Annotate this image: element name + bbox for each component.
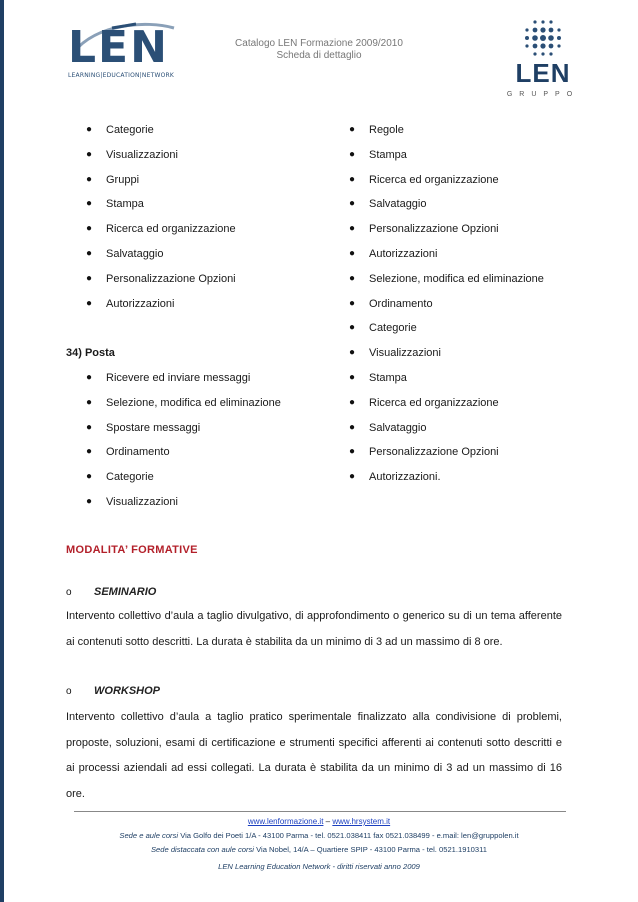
list-item: ● Categorie — [86, 121, 336, 146]
footer-copyright: LEN Learning Education Network - diritti riservati anno 2009 — [218, 862, 420, 871]
logo-right-subtitle: GRUPPO — [506, 91, 580, 98]
list-item: ● Ricerca ed organizzazione — [349, 394, 609, 419]
header-title-line1: Catalogo LEN Formazione 2009/2010 — [235, 38, 403, 49]
logo-right-wordmark: LEN — [515, 58, 571, 88]
list-item: ● Stampa — [86, 195, 336, 220]
list-item: ● Ordinamento — [86, 443, 336, 468]
len-gruppo-logo — [505, 18, 581, 100]
bullet-icon: ● — [86, 198, 93, 210]
bullet-icon: ● — [86, 124, 93, 135]
footer-link-lenformazione[interactable]: www.lenformazione.it — [247, 817, 324, 826]
list-item: ● Personalizzazione Opzioni — [349, 443, 609, 468]
bullet-icon: ● — [349, 148, 356, 160]
footer-address-branch — [0, 845, 638, 854]
header-title-line2: Scheda di dettaglio — [276, 50, 362, 61]
list-item: ● Gruppi — [86, 171, 336, 196]
section-title-modalita: MODALITA’ FORMATIVE — [66, 544, 198, 556]
footer-address-branch-label: Sede distaccata con aule corsi — [150, 845, 254, 854]
bullet-icon: ● — [86, 272, 93, 284]
list-item: ● Stampa — [349, 146, 609, 171]
bullet-icon: ● — [349, 347, 356, 359]
footer-address-branch-text: Via Nobel, 14/A – Quartiere SPIP - 43100 Parma - tel. 0521.1910311 — [253, 845, 488, 854]
footer-links — [0, 817, 638, 826]
list-spacer — [86, 319, 336, 344]
bullet-icon: ● — [86, 223, 93, 235]
list-item: ● Spostare messaggi — [86, 419, 336, 444]
bullet-icon: ● — [349, 223, 356, 235]
list-item: ● Selezione, modifica ed eliminazione — [86, 394, 336, 419]
footer-divider — [74, 811, 566, 812]
list-item: ● Autorizzazioni. — [349, 468, 609, 493]
list-item: ● Autorizzazioni — [86, 295, 336, 320]
bullet-icon: ● — [86, 396, 93, 408]
circle-bullet-icon: o — [66, 686, 72, 697]
option-workshop — [66, 685, 160, 697]
logo-left-tagline: LEARNING|EDUCATION|NETWORK — [68, 72, 175, 79]
bullet-icon: ● — [349, 446, 356, 458]
option-name: SEMINARIO — [94, 586, 157, 598]
bullet-icon: ● — [349, 471, 356, 483]
list-item: ● Visualizzazioni — [349, 344, 609, 369]
seminario-description: Intervento collettivo d’aula a taglio divulgativo, di approfondimento o generico su di un tema afferente ai contenuti sotto descritti. La durata è stabilita da un minimo di 3 ad un massimo di 8 ore. — [66, 610, 562, 648]
left-column-list — [66, 121, 336, 518]
bullet-icon: ● — [86, 471, 93, 483]
right-column-list — [349, 121, 609, 493]
list-item: ● Selezione, modifica ed eliminazione — [349, 270, 609, 295]
list-item: ● Ricevere ed inviare messaggi — [86, 369, 336, 394]
page-left-border — [0, 0, 4, 902]
bullet-icon: ● — [349, 371, 356, 383]
bullet-icon: ● — [349, 272, 356, 284]
list-item: ● Visualizzazioni — [86, 146, 336, 171]
bullet-icon: ● — [349, 247, 356, 259]
logo-left-wordmark: LEN — [68, 22, 169, 73]
list-item: ● Salvataggio — [86, 245, 336, 270]
list-item: ● Ricerca ed organizzazione — [349, 171, 609, 196]
bullet-icon: ● — [86, 371, 93, 383]
bullet-icon: ● — [86, 297, 93, 309]
list-item: ● Categorie — [349, 319, 609, 344]
list-item: ● Regole — [349, 121, 609, 146]
footer-address-main-label: Sede e aule corsi — [119, 831, 179, 840]
section-heading-posta: 34) Posta — [66, 347, 115, 360]
bullet-icon: ● — [349, 173, 356, 185]
bullet-icon: ● — [86, 495, 93, 507]
circle-bullet-icon: o — [66, 587, 72, 598]
list-item: ● Visualizzazioni — [86, 493, 336, 518]
bullet-icon: ● — [349, 198, 356, 210]
list-item: ● Stampa — [349, 369, 609, 394]
list-item: ● Salvataggio — [349, 195, 609, 220]
list-item: ● Categorie — [86, 468, 336, 493]
option-name: WORKSHOP — [94, 685, 160, 697]
workshop-description: Intervento collettivo d’aula a taglio pratico sperimentale finalizzato alla condivisione di problemi, proposte, soluzioni, esami di certificazione e strumenti specifici afferenti ai contenuti sotto descritti e ai processi aziendali ad essi collegati. La durata è stabilita da un minimo di 3 ad un massimo di 16 ore. — [66, 711, 562, 800]
footer-address-main — [0, 831, 638, 840]
bullet-icon: ● — [86, 148, 93, 160]
footer-link-separator: – — [323, 817, 333, 826]
list-item: ● Personalizzazione Opzioni — [86, 270, 336, 295]
footer-link-hrsystem[interactable]: www.hrsystem.it — [332, 817, 391, 826]
bullet-icon: ● — [86, 173, 93, 185]
bullet-icon: ● — [86, 247, 93, 259]
list-item: ● Autorizzazioni — [349, 245, 609, 270]
logo-dots-icon — [519, 18, 567, 58]
list-item: ● Ricerca ed organizzazione — [86, 220, 336, 245]
bullet-icon: ● — [349, 421, 356, 433]
bullet-icon: ● — [349, 124, 356, 135]
bullet-icon: ● — [86, 421, 93, 433]
list-item: ● Salvataggio — [349, 419, 609, 444]
list-item: ● Personalizzazione Opzioni — [349, 220, 609, 245]
option-seminario — [66, 586, 156, 598]
footer-address-main-text: Via Golfo dei Poeti 1/A - 43100 Parma - tel. 0521.038411 fax 0521.038499 - e.mail: len@gruppolen.it — [178, 831, 519, 840]
bullet-icon: ● — [86, 446, 93, 458]
list-item: ● Ordinamento — [349, 295, 609, 320]
bullet-icon: ● — [349, 396, 356, 408]
bullet-icon: ● — [349, 322, 356, 334]
bullet-icon: ● — [349, 297, 356, 309]
